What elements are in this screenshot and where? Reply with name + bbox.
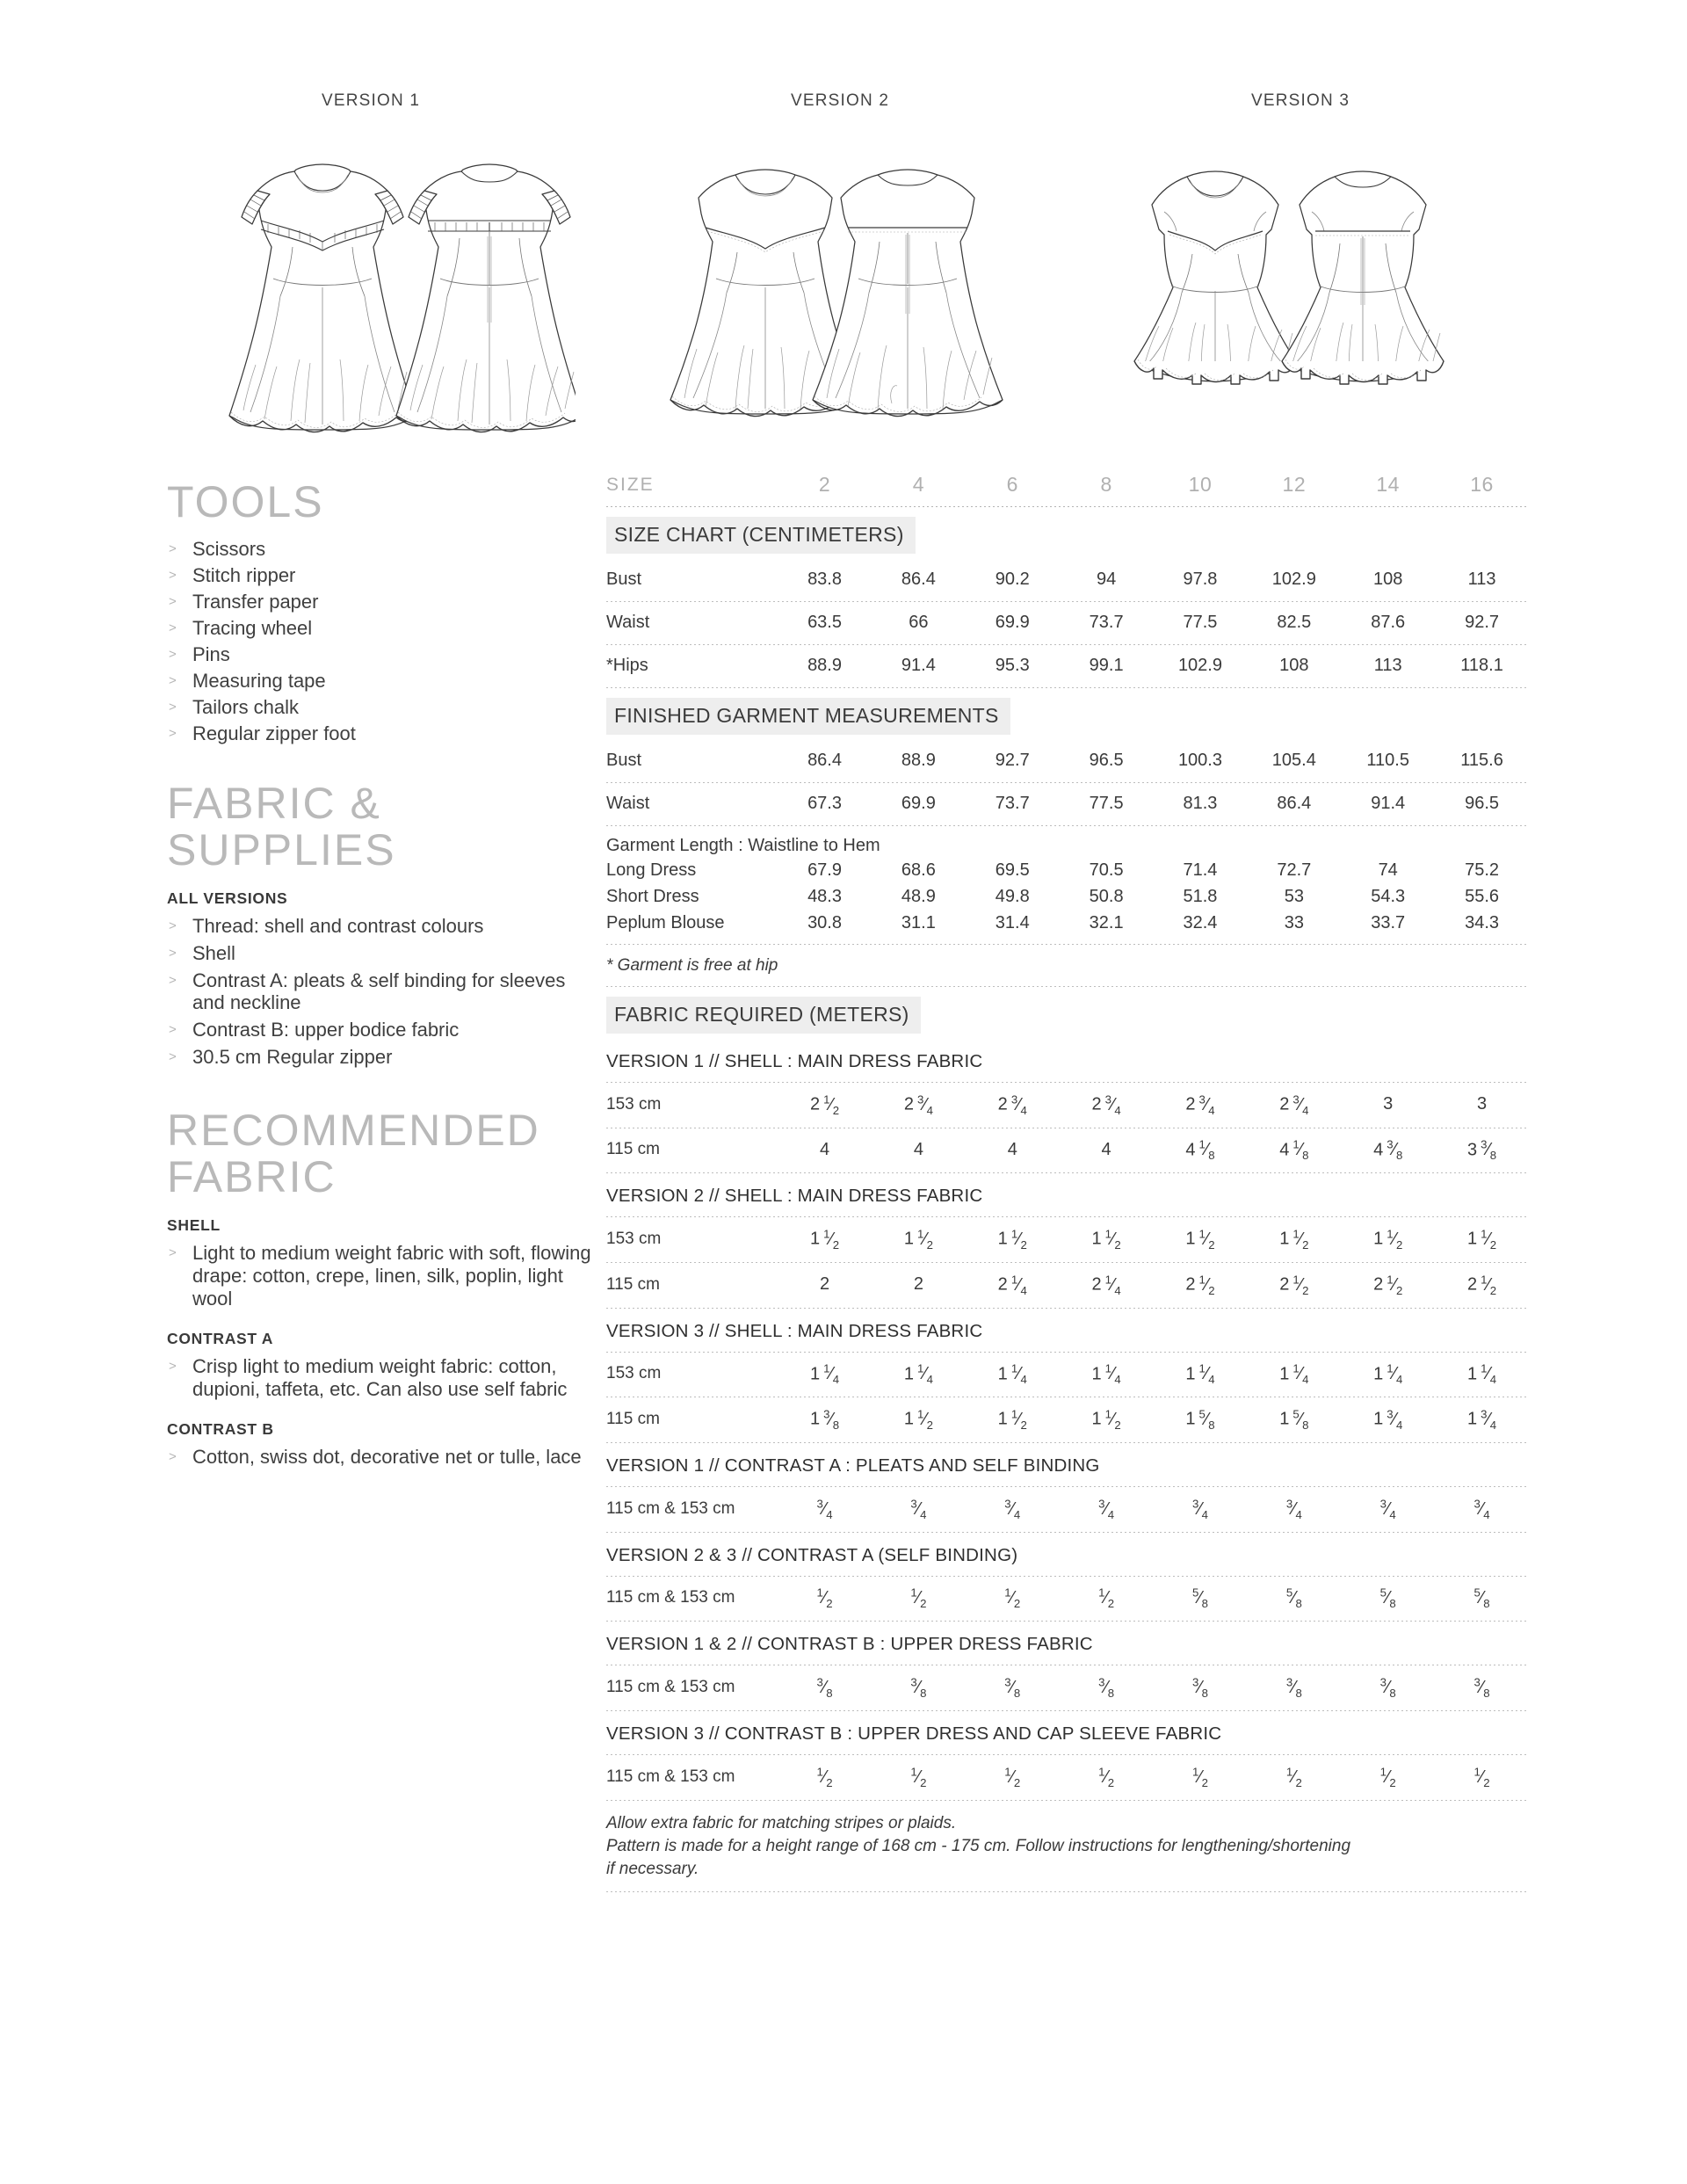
chevron-right-icon: > — [169, 725, 177, 741]
chevron-right-icon: > — [169, 918, 177, 933]
shell-fabric-list — [167, 1242, 597, 1310]
row-label: Bust — [606, 751, 642, 770]
cell: 31.1 — [901, 913, 936, 932]
cell: 73.7 — [1089, 613, 1124, 632]
version-3-illustration — [1103, 164, 1454, 428]
fabric-section-title: VERSION 3 // SHELL : MAIN DRESS FABRIC — [606, 1320, 983, 1341]
cell: 96.5 — [1465, 794, 1500, 813]
cell: $^5⁄_8$ — [1473, 1585, 1490, 1611]
cell: 4 — [1007, 1139, 1017, 1159]
cell: 91.4 — [901, 656, 936, 675]
size-col-3: 8 — [1100, 473, 1112, 496]
list-item — [167, 591, 597, 613]
cell: 77.5 — [1183, 613, 1218, 632]
cell: 1 $^3⁄_8$ — [809, 1407, 840, 1432]
table-row — [606, 1487, 1529, 1532]
cell: 86.4 — [901, 570, 936, 589]
fabric-row-table — [606, 1083, 1529, 1128]
list-item — [167, 696, 597, 719]
footnote-line: Allow extra fabric for matching stripes or plaids. — [606, 1813, 957, 1832]
list-item — [167, 670, 597, 693]
cell: $^1⁄_2$ — [1285, 1764, 1302, 1789]
cell: 1 $^1⁄_2$ — [1373, 1227, 1403, 1252]
list-item-label: Tailors chalk — [192, 695, 300, 718]
fabric-row-table — [606, 1263, 1529, 1308]
chevron-right-icon: > — [169, 646, 177, 662]
cell: 86.4 — [807, 751, 842, 770]
cell: 2 — [913, 1274, 923, 1295]
size-chart-heading: SIZE CHART (CENTIMETERS) — [606, 517, 916, 554]
cell: 1 $^1⁄_4$ — [1373, 1361, 1403, 1387]
cell: $^3⁄_8$ — [1191, 1675, 1208, 1700]
chevron-right-icon: > — [169, 1022, 177, 1038]
list-item — [167, 722, 597, 745]
cell: 2 $^3⁄_4$ — [1279, 1092, 1309, 1117]
fabric-required-heading: FABRIC REQUIRED (METERS) — [606, 997, 921, 1034]
cell: 115.6 — [1460, 751, 1503, 770]
table-row — [606, 645, 1529, 687]
cell: 69.9 — [901, 794, 936, 813]
row-label: 115 cm — [606, 1410, 660, 1429]
cell: 95.3 — [995, 656, 1030, 675]
all-versions-subheading: ALL VERSIONS — [167, 889, 288, 907]
fabric-row-table — [606, 1128, 1529, 1173]
cell: 2 $^1⁄_2$ — [1373, 1272, 1403, 1297]
divider — [606, 1891, 1529, 1892]
cell: 113 — [1467, 570, 1496, 589]
size-col-5: 12 — [1282, 473, 1307, 496]
finished-garment-table — [606, 740, 1529, 782]
contrast-a-subheading: CONTRAST A — [167, 1330, 274, 1348]
cell: 94 — [1096, 570, 1117, 589]
cell: 1 $^1⁄_4$ — [1185, 1361, 1215, 1387]
table-row — [606, 884, 1529, 911]
cell: 1 $^1⁄_2$ — [1185, 1227, 1215, 1252]
list-item — [167, 1242, 597, 1310]
cell: 3 — [1383, 1094, 1394, 1114]
footnote-line: if necessary. — [606, 1860, 699, 1879]
cell: 2 $^3⁄_4$ — [903, 1092, 933, 1117]
list-item-label: Transfer paper — [192, 590, 319, 613]
divider — [606, 986, 1529, 987]
cell: 2 $^3⁄_4$ — [997, 1092, 1027, 1117]
cell: 72.7 — [1277, 860, 1312, 880]
row-label: 153 cm — [606, 1230, 662, 1249]
row-label: 115 cm & 153 cm — [606, 1767, 735, 1786]
fabric-row-table — [606, 1755, 1529, 1800]
cell: 50.8 — [1089, 887, 1124, 906]
list-item — [167, 1446, 597, 1469]
fabric-row-table — [606, 1217, 1529, 1262]
table-row — [606, 1128, 1529, 1173]
version-1-illustration — [198, 156, 576, 454]
cell: 91.4 — [1371, 794, 1406, 813]
cell: 1 $^1⁄_2$ — [809, 1227, 840, 1252]
cell: 1 $^5⁄_8$ — [1279, 1407, 1309, 1432]
cell: 69.9 — [995, 613, 1030, 632]
table-row — [606, 1217, 1529, 1262]
cell: 1 $^1⁄_4$ — [1091, 1361, 1121, 1387]
cell: 108 — [1373, 570, 1403, 589]
sidebar — [167, 479, 597, 1473]
cell: 1 $^5⁄_8$ — [1185, 1407, 1215, 1432]
cell: 82.5 — [1277, 613, 1312, 632]
row-label: 115 cm — [606, 1274, 660, 1294]
cell: 77.5 — [1089, 794, 1124, 813]
cell: 74 — [1378, 860, 1398, 880]
cell: 4 $^1⁄_8$ — [1279, 1137, 1309, 1163]
cell: 49.8 — [995, 887, 1030, 906]
cell: 110.5 — [1366, 751, 1409, 770]
cell: 2 $^1⁄_2$ — [1185, 1272, 1215, 1297]
row-label: Short Dress — [606, 887, 699, 906]
table-row — [606, 783, 1529, 825]
list-item-label: Pins — [192, 642, 230, 665]
cell: 4 — [1101, 1139, 1111, 1159]
hip-footnote: * Garment is free at hip — [606, 956, 778, 975]
recommended-fabric-heading: RECOMMENDED FABRIC — [167, 1106, 540, 1202]
cell: 1 $^1⁄_4$ — [903, 1361, 933, 1387]
table-row — [606, 602, 1529, 644]
list-item — [167, 969, 597, 1015]
cell: $^3⁄_4$ — [1379, 1496, 1396, 1521]
garment-length-table — [606, 858, 1529, 937]
chevron-right-icon: > — [169, 541, 177, 556]
fabric-section-title: VERSION 3 // CONTRAST B : UPPER DRESS AND CAP SLEEVE FABRIC — [606, 1723, 1222, 1744]
chevron-right-icon: > — [169, 1359, 177, 1375]
cell: 63.5 — [807, 613, 842, 632]
row-label: 115 cm & 153 cm — [606, 1588, 735, 1607]
cell: 69.5 — [995, 860, 1030, 880]
row-label: Bust — [606, 570, 642, 589]
table-row — [606, 1397, 1529, 1442]
cell: 86.4 — [1277, 794, 1312, 813]
cell: 53 — [1284, 887, 1304, 906]
cell: 1 $^1⁄_2$ — [903, 1227, 933, 1252]
list-item — [167, 915, 597, 938]
cell: 1 $^1⁄_2$ — [903, 1407, 933, 1432]
cell: 1 $^1⁄_2$ — [1279, 1227, 1309, 1252]
cell: 1 $^1⁄_2$ — [1466, 1227, 1497, 1252]
chevron-right-icon: > — [169, 567, 177, 583]
cell: 3 $^3⁄_8$ — [1466, 1137, 1497, 1163]
cell: 88.9 — [807, 656, 842, 675]
size-chart-table — [606, 645, 1529, 687]
cell: 92.7 — [1465, 613, 1500, 632]
cell: $^1⁄_2$ — [1098, 1585, 1115, 1611]
row-label: Peplum Blouse — [606, 913, 725, 932]
cell: $^3⁄_4$ — [1473, 1496, 1490, 1521]
table-row — [606, 1577, 1529, 1622]
fabric-section-title: VERSION 2 & 3 // CONTRAST A (SELF BINDING) — [606, 1544, 1018, 1565]
size-col-0: 2 — [818, 473, 831, 496]
chevron-right-icon: > — [169, 972, 177, 988]
row-label: 153 cm — [606, 1094, 662, 1114]
measurement-tables — [606, 466, 1529, 1892]
cell: 2 $^1⁄_2$ — [1279, 1272, 1309, 1297]
list-item-label: Tracing wheel — [192, 616, 313, 639]
chevron-right-icon: > — [169, 620, 177, 635]
cell: 68.6 — [901, 860, 936, 880]
chevron-right-icon: > — [169, 699, 177, 715]
list-item — [167, 538, 597, 561]
table-row — [606, 1263, 1529, 1308]
finished-garment-table — [606, 783, 1529, 825]
fabric-row-table — [606, 1577, 1529, 1622]
row-label: Waist — [606, 794, 650, 813]
cell: 2 $^1⁄_4$ — [1091, 1272, 1121, 1297]
version-2-label: VERSION 2 — [791, 91, 890, 110]
divider — [606, 506, 1529, 507]
list-item-label: Regular zipper foot — [192, 722, 356, 744]
list-item-label: Stitch ripper — [192, 563, 296, 586]
cell: 1 $^1⁄_2$ — [1091, 1227, 1121, 1252]
technical-drawings — [0, 145, 1687, 461]
row-label: *Hips — [606, 656, 648, 675]
cell: 67.3 — [807, 794, 842, 813]
cell: $^1⁄_2$ — [1379, 1764, 1396, 1789]
row-label: 115 cm & 153 cm — [606, 1678, 735, 1697]
cell: 33 — [1284, 913, 1304, 932]
cell: 73.7 — [995, 794, 1030, 813]
cell: 55.6 — [1465, 887, 1500, 906]
size-col-4: 10 — [1188, 473, 1213, 496]
table-row — [606, 559, 1529, 601]
cell: 54.3 — [1371, 887, 1406, 906]
cell: 108 — [1279, 656, 1309, 675]
cell: 102.9 — [1177, 656, 1222, 675]
garment-length-title: Garment Length : Waistline to Hem — [606, 836, 880, 855]
cell: $^1⁄_2$ — [1098, 1764, 1115, 1789]
cell: 31.4 — [995, 913, 1030, 932]
version-2-illustration — [655, 164, 1006, 428]
row-label: Long Dress — [606, 860, 697, 880]
list-item-label: Contrast B: upper bodice fabric — [192, 1019, 460, 1041]
cell: 90.2 — [995, 570, 1030, 589]
fabric-supplies-list — [167, 915, 597, 1070]
cell: 3 — [1477, 1094, 1488, 1114]
table-row — [606, 1353, 1529, 1397]
list-item — [167, 643, 597, 666]
cell: 97.8 — [1183, 570, 1218, 589]
cell: 70.5 — [1089, 860, 1124, 880]
cell: 32.4 — [1183, 913, 1218, 932]
fabric-footnotes — [606, 1801, 1502, 1881]
cell: $^1⁄_2$ — [1473, 1764, 1490, 1789]
table-row — [606, 1083, 1529, 1128]
fabric-row-table — [606, 1487, 1529, 1532]
table-row — [606, 1755, 1529, 1800]
cell: $^1⁄_2$ — [1191, 1764, 1208, 1789]
cell: 105.4 — [1271, 751, 1316, 770]
contrast-b-subheading: CONTRAST B — [167, 1420, 274, 1439]
size-label: SIZE — [606, 474, 655, 495]
version-3-label: VERSION 3 — [1251, 91, 1350, 110]
fabric-row-table — [606, 1353, 1529, 1397]
cell: 1 $^1⁄_2$ — [997, 1227, 1027, 1252]
cell: $^3⁄_4$ — [910, 1496, 927, 1521]
cell: 1 $^1⁄_4$ — [997, 1361, 1027, 1387]
fabric-section-title: VERSION 1 // SHELL : MAIN DRESS FABRIC — [606, 1051, 983, 1071]
size-col-7: 16 — [1470, 473, 1494, 496]
size-chart-table — [606, 602, 1529, 644]
cell: 2 $^3⁄_4$ — [1185, 1092, 1215, 1117]
size-col-6: 14 — [1376, 473, 1400, 496]
shell-subheading: SHELL — [167, 1216, 221, 1235]
cell: 51.8 — [1183, 887, 1218, 906]
row-label: 115 cm — [606, 1140, 660, 1159]
tools-heading: TOOLS — [167, 477, 324, 526]
cell: 4 $^1⁄_8$ — [1185, 1137, 1215, 1163]
cell: 2 $^1⁄_2$ — [809, 1092, 840, 1117]
cell: 88.9 — [901, 751, 936, 770]
fabric-row-table — [606, 1665, 1529, 1710]
cell: $^3⁄_4$ — [1285, 1496, 1302, 1521]
divider — [606, 687, 1529, 688]
cell: $^3⁄_4$ — [1004, 1496, 1021, 1521]
list-item — [167, 564, 597, 587]
cell: $^5⁄_8$ — [1379, 1585, 1396, 1611]
cell: 2 $^1⁄_4$ — [997, 1272, 1027, 1297]
cell: $^3⁄_8$ — [1379, 1675, 1396, 1700]
cell: $^3⁄_8$ — [1098, 1675, 1115, 1700]
chevron-right-icon: > — [169, 672, 177, 688]
chevron-right-icon: > — [169, 1049, 177, 1065]
cell: 87.6 — [1371, 613, 1406, 632]
cell: $^3⁄_4$ — [1191, 1496, 1208, 1521]
cell: $^3⁄_8$ — [816, 1675, 833, 1700]
cell: $^3⁄_4$ — [1098, 1496, 1115, 1521]
contrast-b-fabric-list — [167, 1446, 597, 1469]
cell: $^5⁄_8$ — [1191, 1585, 1208, 1611]
table-row — [606, 858, 1529, 884]
cell: 1 $^1⁄_2$ — [997, 1407, 1027, 1432]
cell: $^1⁄_2$ — [910, 1585, 927, 1611]
cell: 34.3 — [1465, 913, 1500, 932]
fabric-section-title: VERSION 1 & 2 // CONTRAST B : UPPER DRESS FABRIC — [606, 1634, 1093, 1655]
list-item — [167, 1355, 597, 1401]
cell: $^1⁄_2$ — [816, 1585, 833, 1611]
list-item-label: Light to medium weight fabric with soft, flowing drape: cotton, crepe, linen, silk, poplin, light wool — [192, 1242, 591, 1310]
cell: 67.9 — [807, 860, 842, 880]
list-item — [167, 1046, 597, 1069]
row-label: Waist — [606, 613, 650, 632]
finished-garment-heading: FINISHED GARMENT MEASUREMENTS — [606, 698, 1010, 735]
cell: 96.5 — [1089, 751, 1124, 770]
cell: $^3⁄_8$ — [1004, 1675, 1021, 1700]
size-col-1: 4 — [912, 473, 925, 496]
cell: 1 $^1⁄_4$ — [809, 1361, 840, 1387]
fabric-section-title: VERSION 1 // CONTRAST A : PLEATS AND SELF BINDING — [606, 1455, 1100, 1476]
fabric-row-table — [606, 1397, 1529, 1442]
cell: 2 $^1⁄_2$ — [1466, 1272, 1497, 1297]
cell: 66 — [909, 613, 929, 632]
cell: 81.3 — [1183, 794, 1218, 813]
cell: 4 — [819, 1139, 830, 1159]
cell: 4 $^3⁄_8$ — [1373, 1137, 1403, 1163]
list-item-label: Cotton, swiss dot, decorative net or tulle, lace — [192, 1446, 582, 1469]
cell: 83.8 — [807, 570, 842, 589]
cell: 113 — [1373, 656, 1402, 675]
list-item-label: Contrast A: pleats & self binding for sleeves and neckline — [192, 969, 566, 1014]
cell: 48.9 — [901, 887, 936, 906]
cell: $^3⁄_8$ — [1473, 1675, 1490, 1700]
cell: 32.1 — [1089, 913, 1124, 932]
version-1-label: VERSION 1 — [322, 91, 421, 110]
row-label: 153 cm — [606, 1364, 662, 1383]
cell: 1 $^1⁄_4$ — [1279, 1361, 1309, 1387]
fabric-section-title: VERSION 2 // SHELL : MAIN DRESS FABRIC — [606, 1186, 983, 1207]
cell: $^1⁄_2$ — [910, 1764, 927, 1789]
list-item — [167, 617, 597, 640]
cell: 1 $^1⁄_4$ — [1466, 1361, 1497, 1387]
cell: 2 $^3⁄_4$ — [1091, 1092, 1121, 1117]
cell: 1 $^1⁄_2$ — [1091, 1407, 1121, 1432]
cell: 30.8 — [807, 913, 842, 932]
chevron-right-icon: > — [169, 945, 177, 961]
chevron-right-icon: > — [169, 593, 177, 609]
cell: 33.7 — [1371, 913, 1406, 932]
chevron-right-icon: > — [169, 1245, 177, 1261]
contrast-a-fabric-list — [167, 1355, 597, 1401]
version-labels — [0, 91, 1687, 118]
list-item-label: Crisp light to medium weight fabric: cotton, dupioni, taffeta, etc. Can also use self fabric — [192, 1355, 568, 1401]
table-row — [606, 911, 1529, 937]
list-item-label: Shell — [192, 941, 235, 964]
cell: 48.3 — [807, 887, 842, 906]
cell: $^3⁄_8$ — [910, 1675, 927, 1700]
cell: 1 $^3⁄_4$ — [1373, 1407, 1403, 1432]
list-item-label: Thread: shell and contrast colours — [192, 914, 484, 937]
footnote-line: Pattern is made for a height range of 168 cm - 175 cm. Follow instructions for lengthening/shortening — [606, 1837, 1351, 1856]
cell: $^1⁄_2$ — [1004, 1585, 1021, 1611]
chevron-right-icon: > — [169, 1449, 177, 1465]
cell: 1 $^3⁄_4$ — [1466, 1407, 1497, 1432]
cell: $^3⁄_4$ — [816, 1496, 833, 1521]
fabric-supplies-heading: FABRIC & SUPPLIES — [167, 778, 396, 874]
table-row — [606, 1665, 1529, 1710]
cell: $^1⁄_2$ — [1004, 1764, 1021, 1789]
list-item-label: Measuring tape — [192, 669, 326, 692]
table-row — [606, 740, 1529, 782]
list-item-label: Scissors — [192, 538, 266, 560]
cell: 102.9 — [1271, 570, 1316, 589]
list-item — [167, 1019, 597, 1041]
size-col-2: 6 — [1006, 473, 1018, 496]
cell: 100.3 — [1177, 751, 1222, 770]
cell: 92.7 — [995, 751, 1030, 770]
cell: 71.4 — [1183, 860, 1218, 880]
cell: 4 — [913, 1139, 923, 1159]
tools-list — [167, 538, 597, 745]
cell: 99.1 — [1089, 656, 1124, 675]
size-header-row — [606, 466, 1529, 506]
size-chart-table — [606, 559, 1529, 601]
cell: $^3⁄_8$ — [1285, 1675, 1302, 1700]
row-label: 115 cm & 153 cm — [606, 1498, 735, 1518]
cell: 2 — [819, 1274, 830, 1295]
cell: $^5⁄_8$ — [1285, 1585, 1302, 1611]
size-header-table — [606, 466, 1529, 506]
cell: 75.2 — [1465, 860, 1500, 880]
cell: $^1⁄_2$ — [816, 1764, 833, 1789]
list-item-label: 30.5 cm Regular zipper — [192, 1046, 393, 1069]
cell: 118.1 — [1460, 656, 1503, 675]
list-item — [167, 942, 597, 965]
